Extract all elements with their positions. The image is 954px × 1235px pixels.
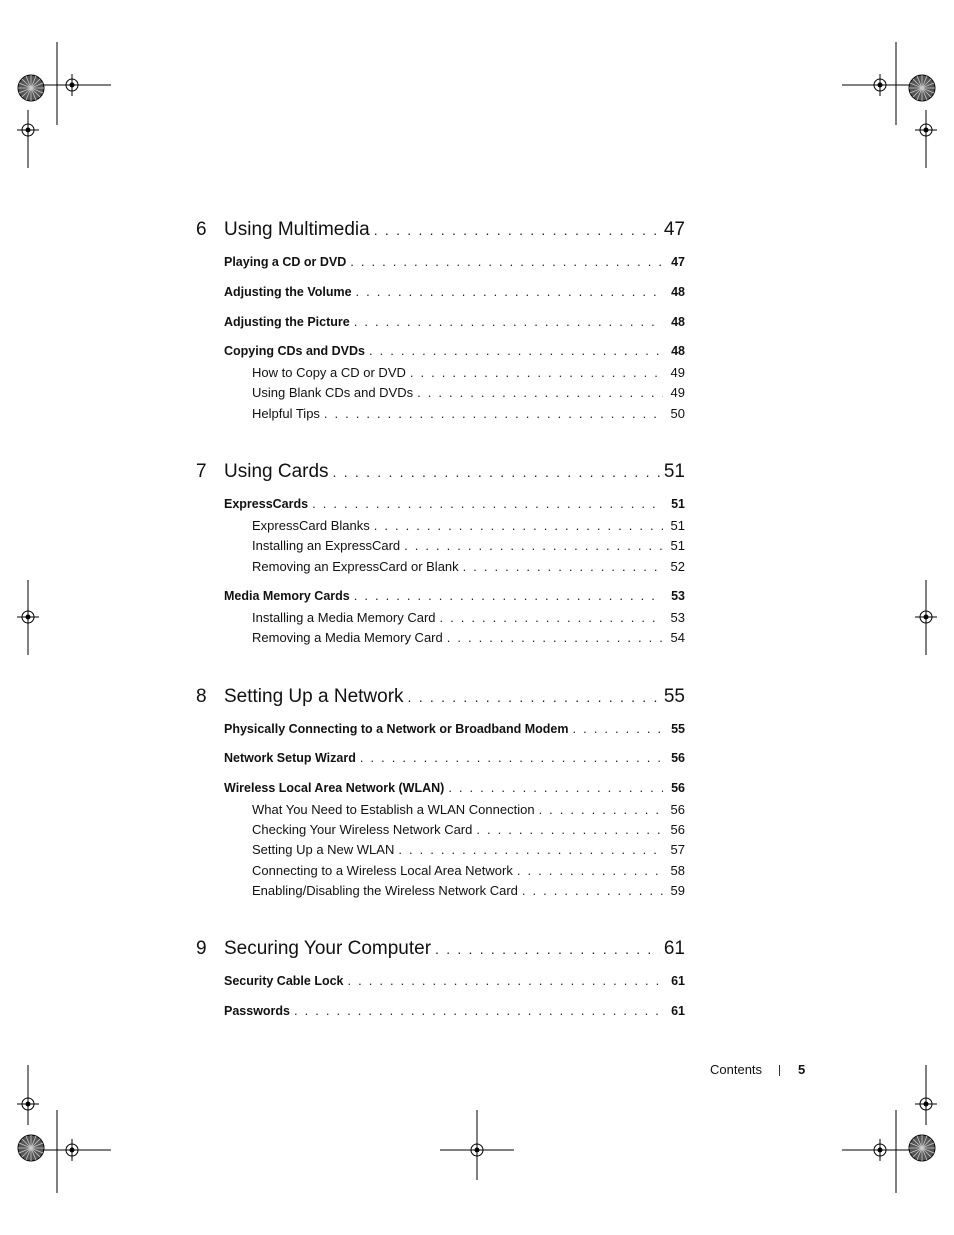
toc-entry-title: Adjusting the Picture xyxy=(224,315,350,329)
chapter-number: 8 xyxy=(196,686,207,707)
toc-subsection-entry[interactable] xyxy=(252,863,685,878)
dot-leader xyxy=(312,496,663,511)
toc-page-number: 53 xyxy=(670,610,685,625)
toc-entry-title: Playing a CD or DVD xyxy=(224,255,347,269)
dot-leader xyxy=(324,406,663,421)
footer xyxy=(710,1062,810,1077)
dot-leader xyxy=(410,365,663,380)
toc-entry-title: Physically Connecting to a Network or Broadband Modem xyxy=(224,722,569,736)
toc-page-number: 52 xyxy=(670,559,685,574)
dot-leader xyxy=(448,780,663,795)
toc-page-number: 59 xyxy=(670,883,685,898)
toc-entry-title: Adjusting the Volume xyxy=(224,285,352,299)
toc-page-number: 51 xyxy=(671,497,685,511)
toc-subsection-entry[interactable] xyxy=(252,610,685,625)
chapter-number: 7 xyxy=(196,461,207,482)
toc-entry-title: ExpressCard Blanks xyxy=(252,518,370,533)
footer-label: Contents xyxy=(710,1062,763,1077)
toc-page-number: 51 xyxy=(670,538,685,553)
dot-leader xyxy=(374,518,663,533)
toc-entry-title: Removing an ExpressCard or Blank xyxy=(252,559,459,574)
toc-chapter-entry[interactable] xyxy=(196,219,685,241)
dot-leader xyxy=(369,343,663,358)
dot-leader xyxy=(440,610,663,625)
dot-leader xyxy=(417,385,663,400)
toc-page-number: 57 xyxy=(670,842,685,857)
toc-subsection-entry[interactable] xyxy=(252,365,685,380)
toc-page-number: 48 xyxy=(671,285,685,299)
toc-chapter-entry[interactable] xyxy=(196,686,685,708)
toc-entry-title: Connecting to a Wireless Local Area Network xyxy=(252,863,513,878)
dot-leader xyxy=(354,314,663,329)
toc-subsection-entry[interactable] xyxy=(252,559,685,574)
toc-subsection-entry[interactable] xyxy=(252,822,685,837)
dot-leader xyxy=(435,941,660,957)
toc-page-number: 54 xyxy=(670,630,685,645)
toc-entry-title: Installing a Media Memory Card xyxy=(252,610,436,625)
toc-chapter-entry[interactable] xyxy=(196,938,685,960)
toc-section-entry[interactable] xyxy=(224,496,685,511)
toc-page-number: 56 xyxy=(670,822,685,837)
footer-divider xyxy=(779,1065,780,1076)
toc-page-number: 56 xyxy=(671,751,685,765)
toc-page-number: 61 xyxy=(663,938,685,959)
toc-section-entry[interactable] xyxy=(224,588,685,603)
toc-entry-title: Installing an ExpressCard xyxy=(252,538,401,553)
toc-entry-title: Using Cards xyxy=(224,461,329,482)
toc-entry-title: Using Blank CDs and DVDs xyxy=(252,385,414,400)
toc-section-entry[interactable] xyxy=(224,284,685,299)
dot-leader xyxy=(348,973,664,988)
page-number: 5 xyxy=(798,1062,806,1077)
dot-leader xyxy=(350,254,663,269)
toc-entry-title: Helpful Tips xyxy=(252,406,320,421)
toc-subsection-entry[interactable] xyxy=(252,630,685,645)
dot-leader xyxy=(447,630,663,645)
toc-entry-title: Setting Up a Network xyxy=(224,686,404,707)
dot-leader xyxy=(539,802,663,817)
dot-leader xyxy=(294,1003,663,1018)
dot-leader xyxy=(573,721,664,736)
toc-page-number: 61 xyxy=(671,974,685,988)
dot-leader xyxy=(333,464,660,480)
toc-entry-title: Media Memory Cards xyxy=(224,589,350,603)
toc-entry-title: Wireless Local Area Network (WLAN) xyxy=(224,781,445,795)
toc-entry-title: Checking Your Wireless Network Card xyxy=(252,822,473,837)
chapter-number: 6 xyxy=(196,219,207,240)
toc-subsection-entry[interactable] xyxy=(252,883,685,898)
toc-subsection-entry[interactable] xyxy=(252,518,685,533)
chapter-number: 9 xyxy=(196,938,207,959)
toc-entry-title: Setting Up a New WLAN xyxy=(252,842,395,857)
toc-chapter-entry[interactable] xyxy=(196,461,685,483)
toc-section-entry[interactable] xyxy=(224,721,685,736)
toc-section-entry[interactable] xyxy=(224,780,685,795)
toc-page-number: 53 xyxy=(671,589,685,603)
toc-section-entry[interactable] xyxy=(224,314,685,329)
dot-leader xyxy=(522,883,663,898)
toc-section-entry[interactable] xyxy=(224,254,685,269)
toc-page-number: 56 xyxy=(671,781,685,795)
toc-subsection-entry[interactable] xyxy=(252,406,685,421)
toc-page-number: 50 xyxy=(670,406,685,421)
dot-leader xyxy=(354,588,663,603)
toc-section-entry[interactable] xyxy=(224,750,685,765)
dot-leader xyxy=(360,750,663,765)
dot-leader xyxy=(408,689,660,705)
toc-page-number: 49 xyxy=(670,385,685,400)
toc-page-number: 61 xyxy=(671,1004,685,1018)
toc-page-number: 56 xyxy=(670,802,685,817)
toc-entry-title: Removing a Media Memory Card xyxy=(252,630,443,645)
toc-page-number: 48 xyxy=(671,315,685,329)
dot-leader xyxy=(404,538,663,553)
dot-leader xyxy=(374,222,660,238)
toc-page-number: 51 xyxy=(670,518,685,533)
toc-entry-title: Network Setup Wizard xyxy=(224,751,356,765)
toc-page-number: 48 xyxy=(671,344,685,358)
toc-entry-title: Enabling/Disabling the Wireless Network Card xyxy=(252,883,518,898)
toc-entry-title: Security Cable Lock xyxy=(224,974,344,988)
dot-leader xyxy=(398,842,663,857)
toc-entry-title: Passwords xyxy=(224,1004,291,1018)
dot-leader xyxy=(463,559,663,574)
toc-entry-title: Using Multimedia xyxy=(224,219,370,240)
dot-leader xyxy=(476,822,663,837)
toc-page-number: 49 xyxy=(670,365,685,380)
toc-entry-title: ExpressCards xyxy=(224,497,309,511)
toc-section-entry[interactable] xyxy=(224,1003,685,1018)
dot-leader xyxy=(517,863,663,878)
toc-subsection-entry[interactable] xyxy=(252,538,685,553)
toc-page-number: 55 xyxy=(663,686,685,707)
toc-page-number: 58 xyxy=(670,863,685,878)
toc-page-number: 47 xyxy=(671,255,685,269)
toc-subsection-entry[interactable] xyxy=(252,385,685,400)
toc-entry-title: Copying CDs and DVDs xyxy=(224,344,365,358)
toc-entry-title: How to Copy a CD or DVD xyxy=(252,365,406,380)
toc-section-entry[interactable] xyxy=(224,343,685,358)
toc-subsection-entry[interactable] xyxy=(252,842,685,857)
toc-entry-title: Securing Your Computer xyxy=(224,938,432,959)
toc-entry-title: What You Need to Establish a WLAN Connection xyxy=(252,802,535,817)
toc-page-number: 55 xyxy=(671,722,685,736)
dot-leader xyxy=(356,284,663,299)
toc-page-number: 51 xyxy=(663,461,685,482)
toc-subsection-entry[interactable] xyxy=(252,802,685,817)
toc-section-entry[interactable] xyxy=(224,973,685,988)
toc-page-number: 47 xyxy=(663,219,685,240)
